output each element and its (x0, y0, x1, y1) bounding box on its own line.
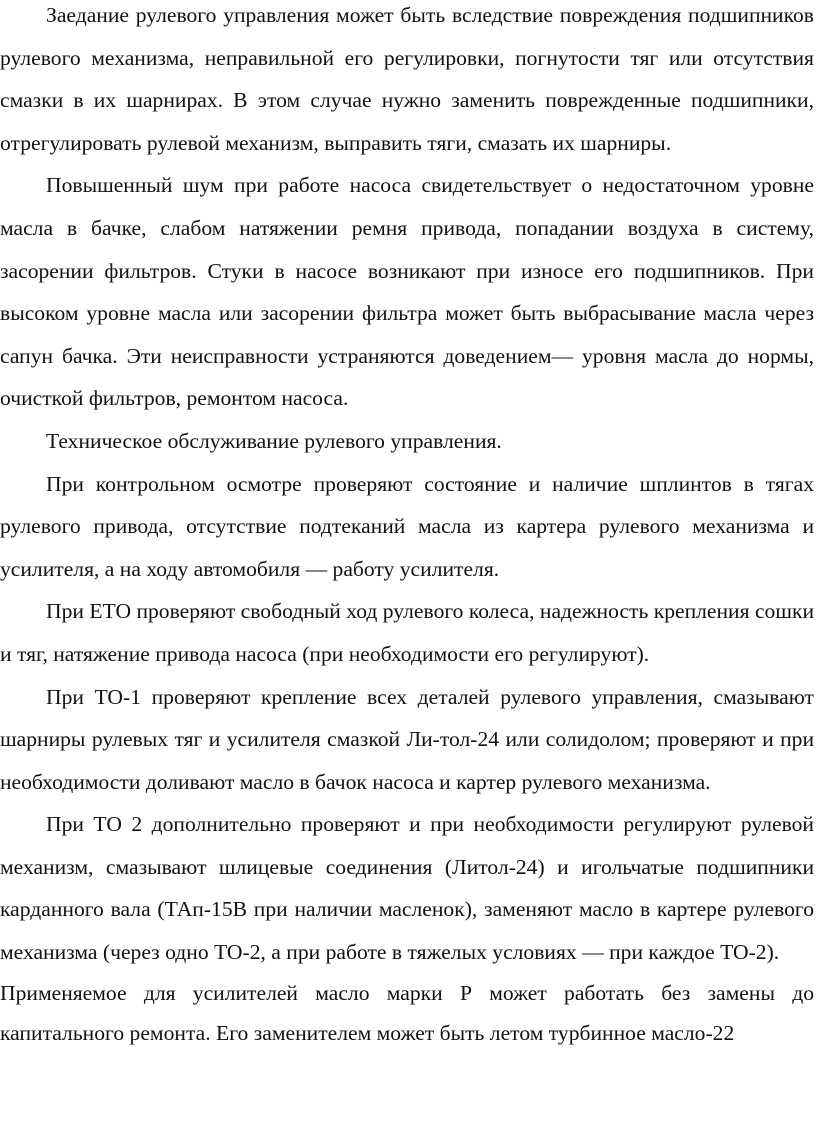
paragraph-oil-grade: Применяемое для усилителей масло марки Р может работать без замены до капитального ремонта. Его заменителем может быть летом турбинное масло-22 (0, 980, 814, 1045)
paragraph-control-inspection: При контрольном осмотре проверяют состояние и наличие шплинтов в тягах рулевого привода, отсутствие подтеканий масла из картера рулевого механизма и усилителя, а на ходу автомобиля — работу усилителя. (0, 471, 814, 581)
section-heading-maintenance: Техническое обслуживание рулевого управления. (46, 428, 502, 453)
paragraph-eto: При ЕТО проверяют свободный ход рулевого колеса, надежность крепления сошки и тяг, натяжение привода насоса (при необходимости его регулируют). (0, 599, 814, 666)
paragraph-to1: При ТО-1 проверяют крепление всех деталей рулевого управления, смазывают шарниры рулевых тяг и усилителя смазкой Ли-тол-24 или солидолом; проверяют и при необходимости доливают масло в бачок насоса и картер рулевого механизма. (0, 684, 814, 794)
paragraph-steering-binding: Заедание рулевого управления может быть вследствие повреждения подшипников рулевого механизма, неправильной его регулировки, погнутости тяг или отсутствия смазки в их шарнирах. В этом случае нужно заменить поврежденные подшипники, отрегулировать рулевой механизм, выправить тяги, смазать их шарниры. (0, 3, 814, 155)
paragraph-pump-noise: Повышенный шум при работе насоса свидетельствует о недостаточном уровне масла в бачке, слабом натяжении ремня привода, попадании воздуха в систему, засорении фильтров. Стуки в насосе возникают при износе его подшипников. При высоком уровне масла или засорении фильтра может быть выбрасывание масла через сапун бачка. Эти неисправности устраняются доведением— уровня масла до нормы, очисткой фильтров, ремонтом насоса. (0, 173, 814, 411)
paragraph-to2: При ТО 2 дополнительно проверяют и при необходимости регулируют рулевой механизм, смазывают шлицевые соединения (Литол-24) и игольчатые подшипники карданного вала (ТАп-15В при наличии масленок), заменяют масло в картере рулевого механизма (через одно ТО-2, а при работе в тяжелых условиях — при каждое ТО-2). (0, 812, 814, 965)
